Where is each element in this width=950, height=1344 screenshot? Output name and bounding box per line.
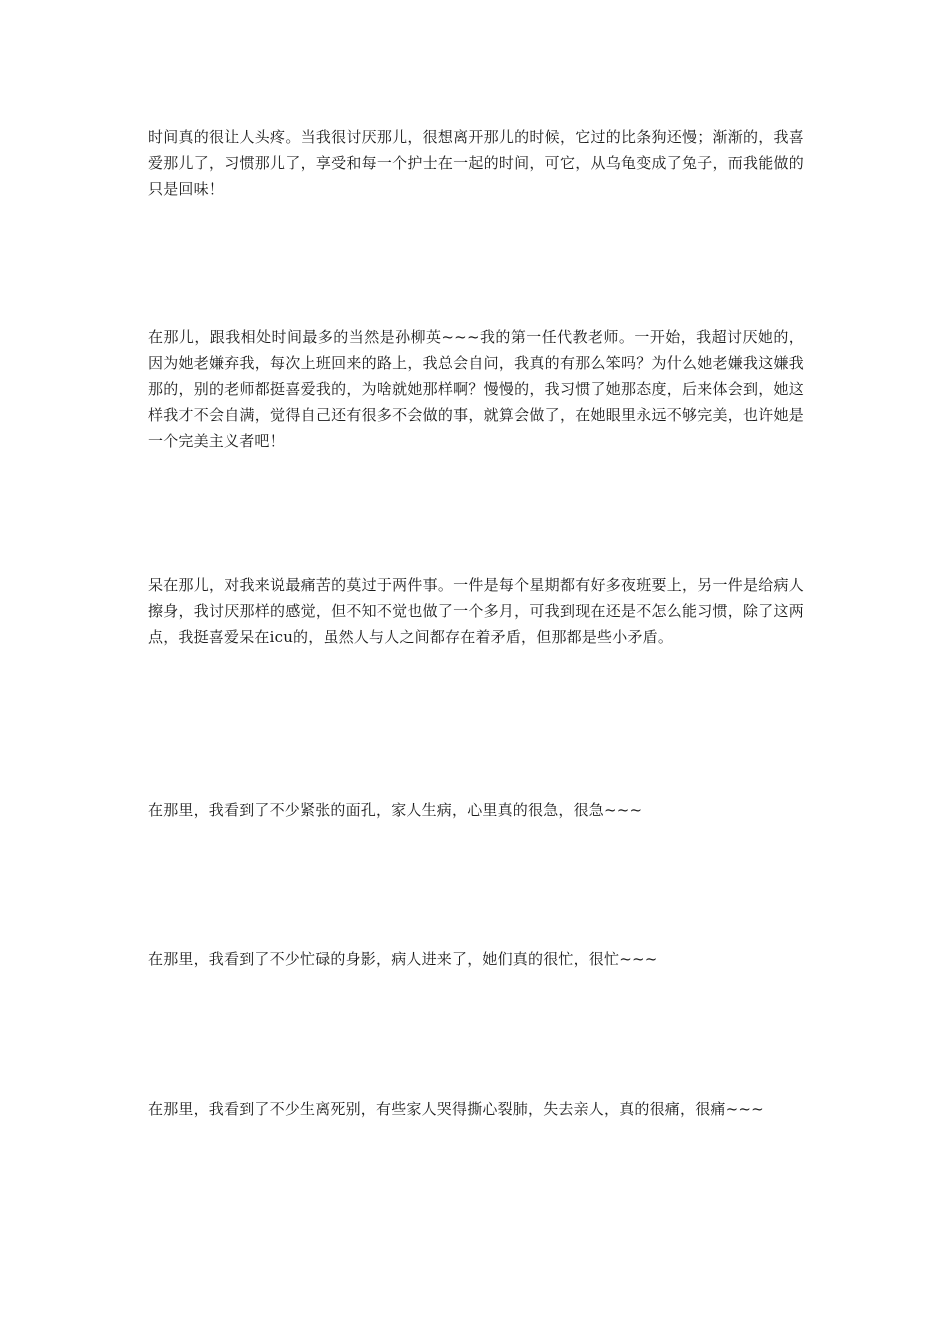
paragraph-anxious-faces: 在那里，我看到了不少紧张的面孔，家人生病，心里真的很急，很急~~~	[148, 801, 643, 819]
paragraph-partings: 在那里，我看到了不少生离死别，有些家人哭得撕心裂肺，失去亲人，真的很痛，很痛~~~	[148, 1100, 764, 1118]
paragraph-time: 时间真的很让人头疼。当我很讨厌那儿，很想离开那儿的时候，它过的比条狗还慢；渐渐的，我喜爱那儿了，习惯那儿了，享受和每一个护士在一起的时间，可它，从乌龟变成了兔子，而我能做的只是回味！	[148, 128, 804, 198]
paragraph-hardships: 呆在那儿，对我来说最痛苦的莫过于两件事。一件是每个星期都有好多夜班要上，另一件是给病人擦身，我讨厌那样的感觉，但不知不觉也做了一个多月，可我到现在还是不怎么能习惯，除了这两点，我挺喜爱呆在icu的，虽然人与人之间都存在着矛盾，但那都是些小矛盾。	[148, 576, 804, 646]
paragraph-busy-figures: 在那里，我看到了不少忙碌的身影，病人进来了，她们真的很忙，很忙~~~	[148, 950, 658, 968]
paragraph-teacher: 在那儿，跟我相处时间最多的当然是孙柳英~~~我的第一任代教老师。一开始，我超讨厌她的，因为她老嫌弃我，每次上班回来的路上，我总会自问，我真的有那么笨吗？为什么她老嫌我这嫌我那的，别的老师都挺喜爱我的，为啥就她那样啊？慢慢的，我习惯了她那态度，后来体会到，她这样我才不会自满，觉得自己还有很多不会做的事，就算会做了，在她眼里永远不够完美，也许她是一个完美主义者吧！	[148, 328, 804, 450]
